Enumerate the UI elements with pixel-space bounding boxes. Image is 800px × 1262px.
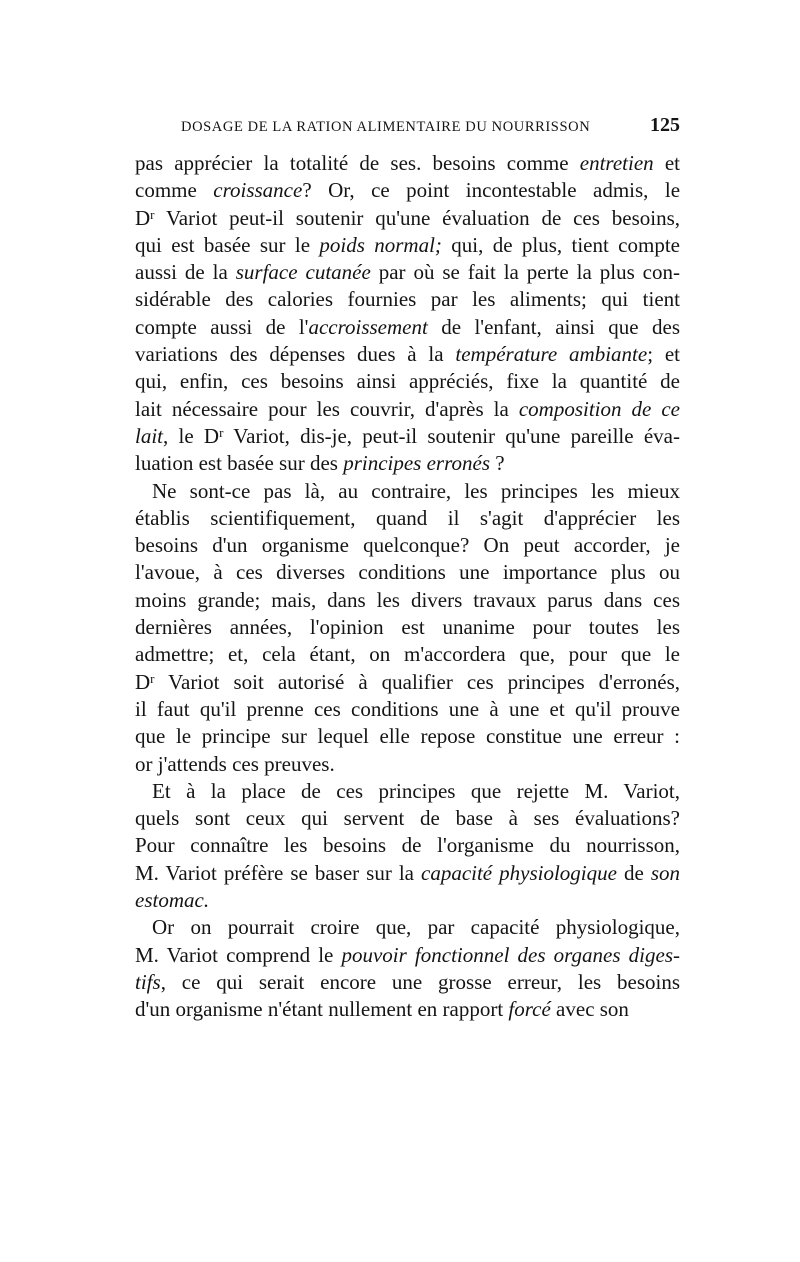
text-segment: d'un organisme n'étant nullement en rapport <box>135 997 509 1022</box>
text-line <box>135 587 680 614</box>
text-line <box>135 259 680 286</box>
text-segment: ? <box>490 451 505 476</box>
text-line <box>135 832 680 859</box>
text-line <box>135 778 680 805</box>
text-line <box>135 396 680 423</box>
body-text <box>135 150 680 1024</box>
text-segment: établis scientifiquement, quand il s'agit d'apprécier les <box>135 505 680 530</box>
text-segment: D <box>135 669 151 694</box>
text-line <box>135 969 680 996</box>
text-line <box>135 286 680 313</box>
text-line <box>135 942 680 969</box>
italic-text: poids normal; <box>319 232 442 257</box>
text-line <box>135 914 680 941</box>
text-segment: besoins d'un organisme quelconque? On peut accorder, je <box>135 533 680 558</box>
text-segment: D <box>135 205 151 230</box>
text-line <box>135 751 680 778</box>
text-line <box>135 641 680 668</box>
text-line <box>135 887 680 914</box>
text-segment: M. Variot comprend le <box>135 942 342 967</box>
text-line <box>135 205 680 232</box>
text-segment: M. Variot préfère se baser sur la <box>135 860 421 885</box>
italic-text: pouvoir fonctionnel des organes diges- <box>341 942 680 967</box>
text-segment: , ce qui serait encore une grosse erreur, les besoins <box>160 969 680 994</box>
text-segment: Variot soit autorisé à qualifier ces principes d'erronés, <box>154 669 680 694</box>
italic-text: son <box>650 860 680 885</box>
italic-text: entretien <box>579 151 654 175</box>
text-line <box>135 559 680 586</box>
text-line <box>135 669 680 696</box>
text-line <box>135 341 680 368</box>
text-segment: dernières années, l'opinion est unanime pour toutes les <box>135 615 680 640</box>
text-segment: de <box>616 860 651 885</box>
text-segment: et <box>653 151 680 175</box>
text-line <box>135 860 680 887</box>
text-line <box>135 614 680 641</box>
text-segment: il faut qu'il prenne ces conditions une à une et qu'il prouve <box>135 696 680 721</box>
text-line <box>135 368 680 395</box>
italic-text: composition de ce <box>518 396 680 421</box>
page-number: 125 <box>650 114 680 136</box>
text-segment: qui, de plus, tient compte <box>441 232 680 257</box>
text-segment: Ne sont-ce pas là, au contraire, les principes les mieux <box>152 478 680 503</box>
superscript-text: r <box>219 424 224 440</box>
text-segment: lait nécessaire pour les couvrir, d'après la <box>135 396 519 421</box>
italic-text: tifs <box>135 969 161 994</box>
italic-text: accroissement <box>308 314 428 339</box>
superscript-text: r <box>150 206 155 222</box>
text-line <box>135 177 680 204</box>
text-line <box>135 805 680 832</box>
text-line <box>135 423 680 450</box>
text-line <box>135 505 680 532</box>
text-line <box>135 150 680 177</box>
text-line <box>135 478 680 505</box>
text-segment: ? Or, ce point incontestable admis, le <box>302 178 680 203</box>
text-segment: variations des dépenses dues à la <box>135 342 456 367</box>
text-segment: quels sont ceux qui servent de base à ses évaluations? <box>135 806 680 831</box>
text-segment: sidérable des calories fournies par les aliments; qui tient <box>135 287 680 312</box>
text-segment: Et à la place de ces principes que rejette M. Variot, <box>152 778 680 803</box>
text-segment: compte aussi de l' <box>135 314 309 339</box>
text-segment: que le principe sur lequel elle repose constitue une erreur : <box>135 724 680 749</box>
text-segment: admettre; et, cela étant, on m'accordera que, pour que le <box>135 642 680 667</box>
italic-text: principes erronés <box>343 451 490 476</box>
text-segment: Pour connaître les besoins de l'organisme du nourrisson, <box>135 833 680 858</box>
text-line <box>135 314 680 341</box>
text-segment: pas apprécier la totalité de ses. besoins comme <box>135 151 580 175</box>
text-segment: qui, enfin, ces besoins ainsi appréciés, fixe la quantité de <box>135 369 680 394</box>
italic-text: capacité physiologique <box>421 860 617 885</box>
text-line <box>135 996 680 1023</box>
italic-text: température ambiante <box>455 342 648 367</box>
text-line <box>135 450 680 477</box>
italic-text: forcé <box>508 997 551 1022</box>
italic-text: surface cutanée <box>235 260 371 285</box>
text-line <box>135 532 680 559</box>
running-header <box>135 112 680 138</box>
running-title: DOSAGE DE LA RATION ALIMENTAIRE DU NOURRISSON <box>181 119 591 135</box>
superscript-text: r <box>150 670 155 686</box>
text-segment: comme <box>135 178 214 203</box>
italic-text: croissance <box>213 178 303 203</box>
text-segment: par où se fait la perte la plus con- <box>370 260 680 285</box>
text-segment: moins grande; mais, dans les divers travaux parus dans ces <box>135 587 680 612</box>
text-segment: l'avoue, à ces diverses conditions une importance plus ou <box>135 560 680 585</box>
text-segment: de l'enfant, ainsi que des <box>427 314 680 339</box>
text-segment: , le D <box>163 423 220 448</box>
text-segment: Variot, dis-je, peut-il soutenir qu'une pareille éva- <box>223 423 680 448</box>
text-segment: Or on pourrait croire que, par capacité physiologique, <box>152 915 680 940</box>
italic-text: lait <box>135 423 164 448</box>
text-segment: aussi de la <box>135 260 236 285</box>
book-page <box>135 112 680 1024</box>
italic-text: estomac. <box>135 888 210 913</box>
text-line <box>135 696 680 723</box>
text-line <box>135 232 680 259</box>
text-segment: qui est basée sur le <box>135 232 320 257</box>
text-segment: luation est basée sur des <box>135 451 344 476</box>
text-segment: avec son <box>550 997 629 1022</box>
text-segment: Variot peut-il soutenir qu'une évaluation de ces besoins, <box>154 205 680 230</box>
text-segment: or j'attends ces preuves. <box>135 751 335 776</box>
text-line <box>135 723 680 750</box>
text-segment: ; et <box>647 342 680 367</box>
